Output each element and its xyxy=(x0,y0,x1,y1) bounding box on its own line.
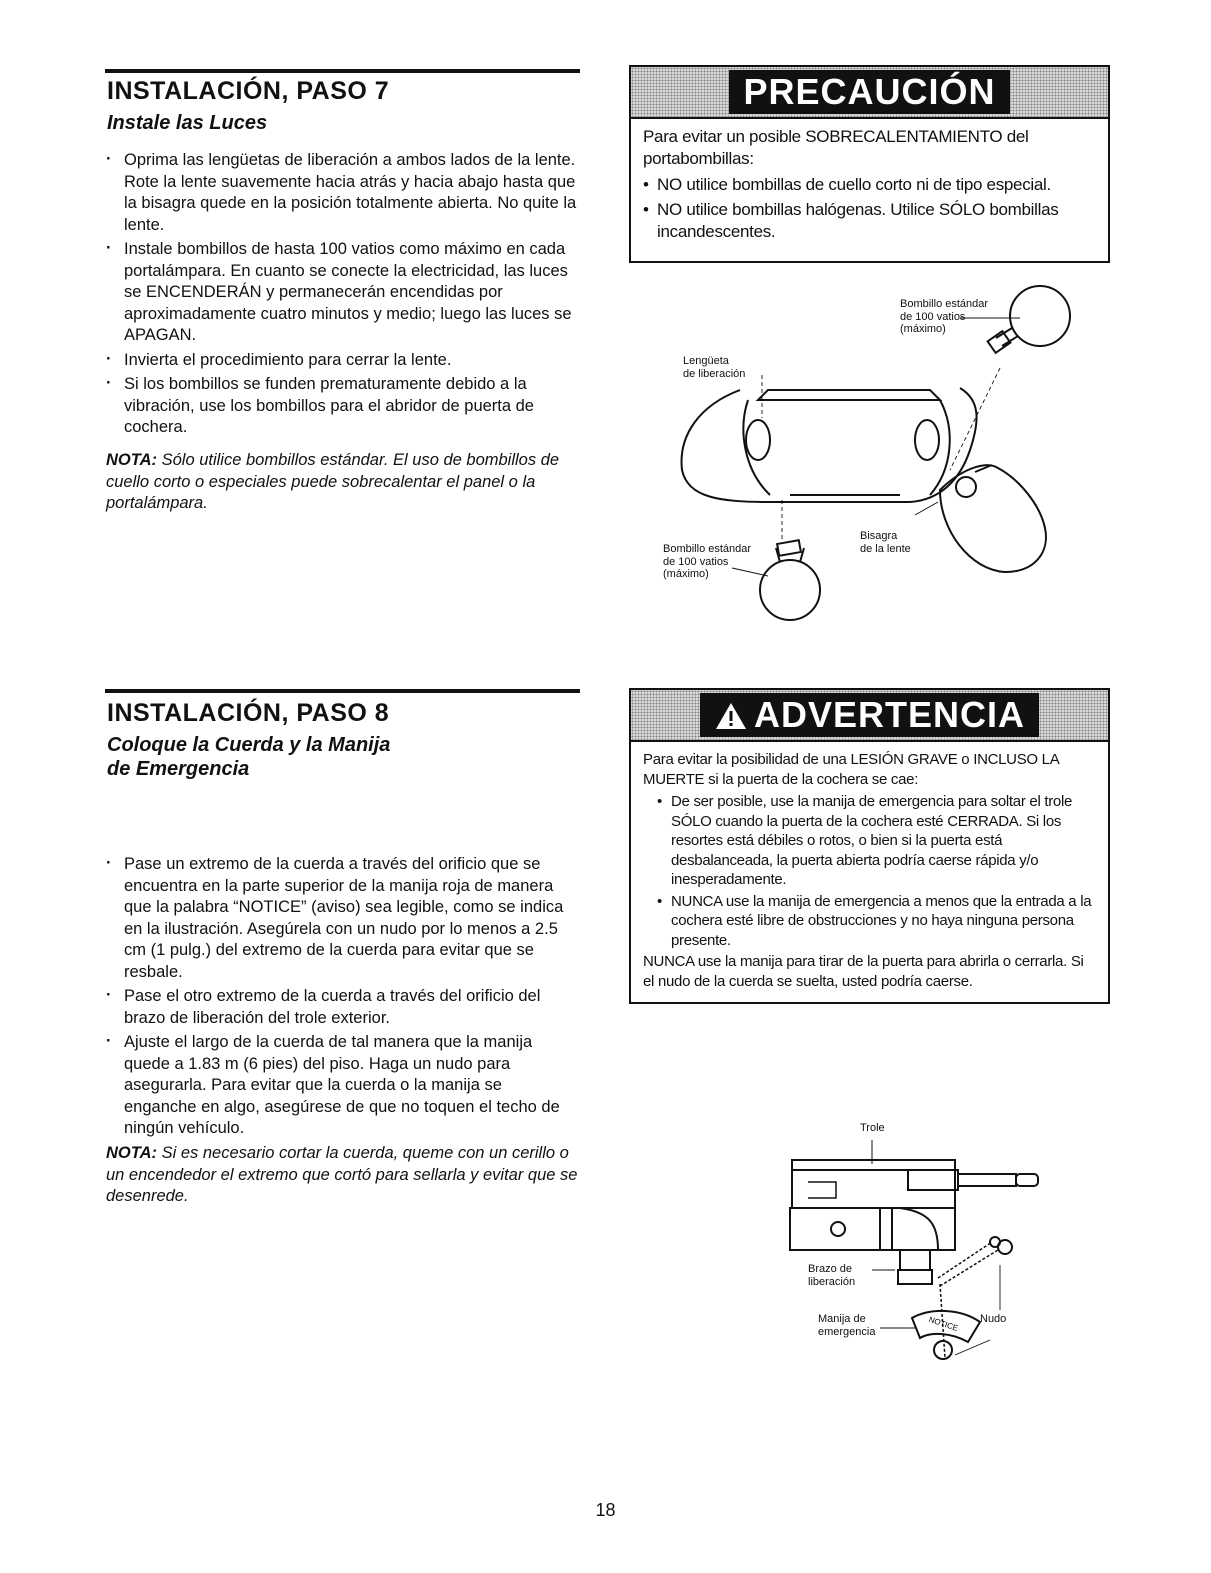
label-knot: Nudo xyxy=(980,1313,1007,1325)
list-item: · Instale bombillos de hasta 100 vatios como máximo en cada portalámpara. En cuanto se conecte la electricidad, las luces se ENCENDERÁN y permanecerán encendidas por aproximadamente cuatro minutos y medio; luego las luces se APAGAN. xyxy=(100,239,578,347)
warning-box xyxy=(629,688,1110,1004)
step8-subtitle-line2: de Emergencia xyxy=(107,758,250,780)
label-trolley: Trole xyxy=(860,1122,885,1134)
caution-banner xyxy=(631,67,1108,119)
step8-instructions xyxy=(100,854,578,1143)
warning-text xyxy=(643,750,1098,991)
step8-title: INSTALACIÓN, PASO 8 xyxy=(107,699,390,727)
step8-note xyxy=(106,1143,581,1208)
list-item: • De ser posible, use la manija de emergencia para soltar el trole SÓLO cuando la puerta de la cochera esté CERRADA. Si los resortes está débiles o rotos, o bien si la puerta está desbalanceada, la puerta abierta podría caerse rápida y/o inesperadamente. xyxy=(657,792,1098,890)
list-item: · Ajuste el largo de la cuerda de tal manera que la manija quede a 1.83 m (6 pies) del piso. Haga un nudo para asegurarla. Para evitar que la cuerda o la manija se enganche en algo, asegúrese de que no toquen el techo de ningún vehículo. xyxy=(100,1032,578,1140)
list-item: · Oprima las lengüetas de liberación a ambos lados de la lente. Rote la lente suavemente hacia atrás y hacia abajo hasta que la bisagra quede en la posición totalmente abierta. No quite la lente. xyxy=(100,150,578,236)
list-item: • NUNCA use la manija de emergencia a menos que la entrada a la cochera esté libre de obstrucciones y no haya ninguna persona presente. xyxy=(657,892,1098,951)
list-item: · Pase el otro extremo de la cuerda a través del orificio del brazo de liberación del trole exterior. xyxy=(100,986,578,1029)
list-item: • NO utilice bombillas halógenas. Utilice SÓLO bombillas incandescentes. xyxy=(643,199,1098,243)
label-release-tab: Lengüeta de liberación xyxy=(683,355,746,380)
caution-box xyxy=(629,65,1110,263)
handle-notice-text: NOTICE xyxy=(927,1314,960,1333)
list-item: · Invierta el procedimiento para cerrar la lente. xyxy=(100,350,578,372)
caution-intro: Para evitar un posible SOBRECALENTAMIENTO del portabombillas: xyxy=(643,127,1029,168)
note-label: NOTA: xyxy=(106,451,158,469)
note-text: Si es necesario cortar la cuerda, queme con un cerillo o un encendedor el extremo que cortó para sellarla y evitar que se desenrede. xyxy=(106,1144,578,1205)
label-emergency-handle: Manija de emergencia xyxy=(818,1313,876,1338)
step7-rule xyxy=(105,69,580,73)
label-bulb-bottom: Bombillo estándar de 100 vatios (máximo) xyxy=(663,543,752,580)
step7-title: INSTALACIÓN, PASO 7 xyxy=(107,77,390,105)
step8-subtitle-line1: Coloque la Cuerda y la Manija xyxy=(107,734,391,756)
warning-outro: NUNCA use la manija para tirar de la puerta para abrirla o cerrarla. Si el nudo de la cuerda se suelta, usted podría caerse. xyxy=(643,953,1084,990)
label-release-arm: Brazo de liberación xyxy=(808,1263,856,1288)
step7-instructions xyxy=(100,150,578,442)
warning-banner xyxy=(631,690,1108,742)
note-label: NOTA: xyxy=(106,1144,158,1162)
warning-intro: Para evitar la posibilidad de una LESIÓN GRAVE o INCLUSO LA MUERTE si la puerta de la cochera se cae: xyxy=(643,751,1059,788)
list-item: · Pase un extremo de la cuerda a través del orificio que se encuentra en la parte superior de la manija roja de manera que la palabra “NOTICE” (aviso) sea legible, como se indica en la ilustración. Asegúrela con un nudo por lo menos a 2.5 cm (1 pulg.) del extremo de la cuerda para evitar que se resbale. xyxy=(100,854,578,983)
label-bulb-top: Bombillo estándar de 100 vatios (máximo) xyxy=(900,298,989,335)
step7-note xyxy=(106,450,581,515)
caution-title: PRECAUCIÓN xyxy=(729,70,1009,114)
page-number: 18 xyxy=(595,1500,616,1520)
label-lens-hinge: Bisagra de la lente xyxy=(860,530,911,555)
trolley-illustration xyxy=(780,1130,1060,1380)
warning-title: ADVERTENCIA xyxy=(700,693,1039,737)
note-text: Sólo utilice bombillos estándar. El uso de bombillos de cuello corto o especiales puede sobrecalentar el panel o la portalámpara. xyxy=(106,451,560,512)
step7-subtitle: Instale las Luces xyxy=(107,112,268,134)
warning-triangle-icon xyxy=(714,701,748,731)
step8-rule xyxy=(105,689,580,693)
list-item: · Si los bombillos se funden prematuramente debido a la vibración, use los bombillos para el abridor de puerta de cochera. xyxy=(100,374,578,439)
caution-text xyxy=(643,126,1098,243)
list-item: • NO utilice bombillas de cuello corto ni de tipo especial. xyxy=(643,174,1098,196)
